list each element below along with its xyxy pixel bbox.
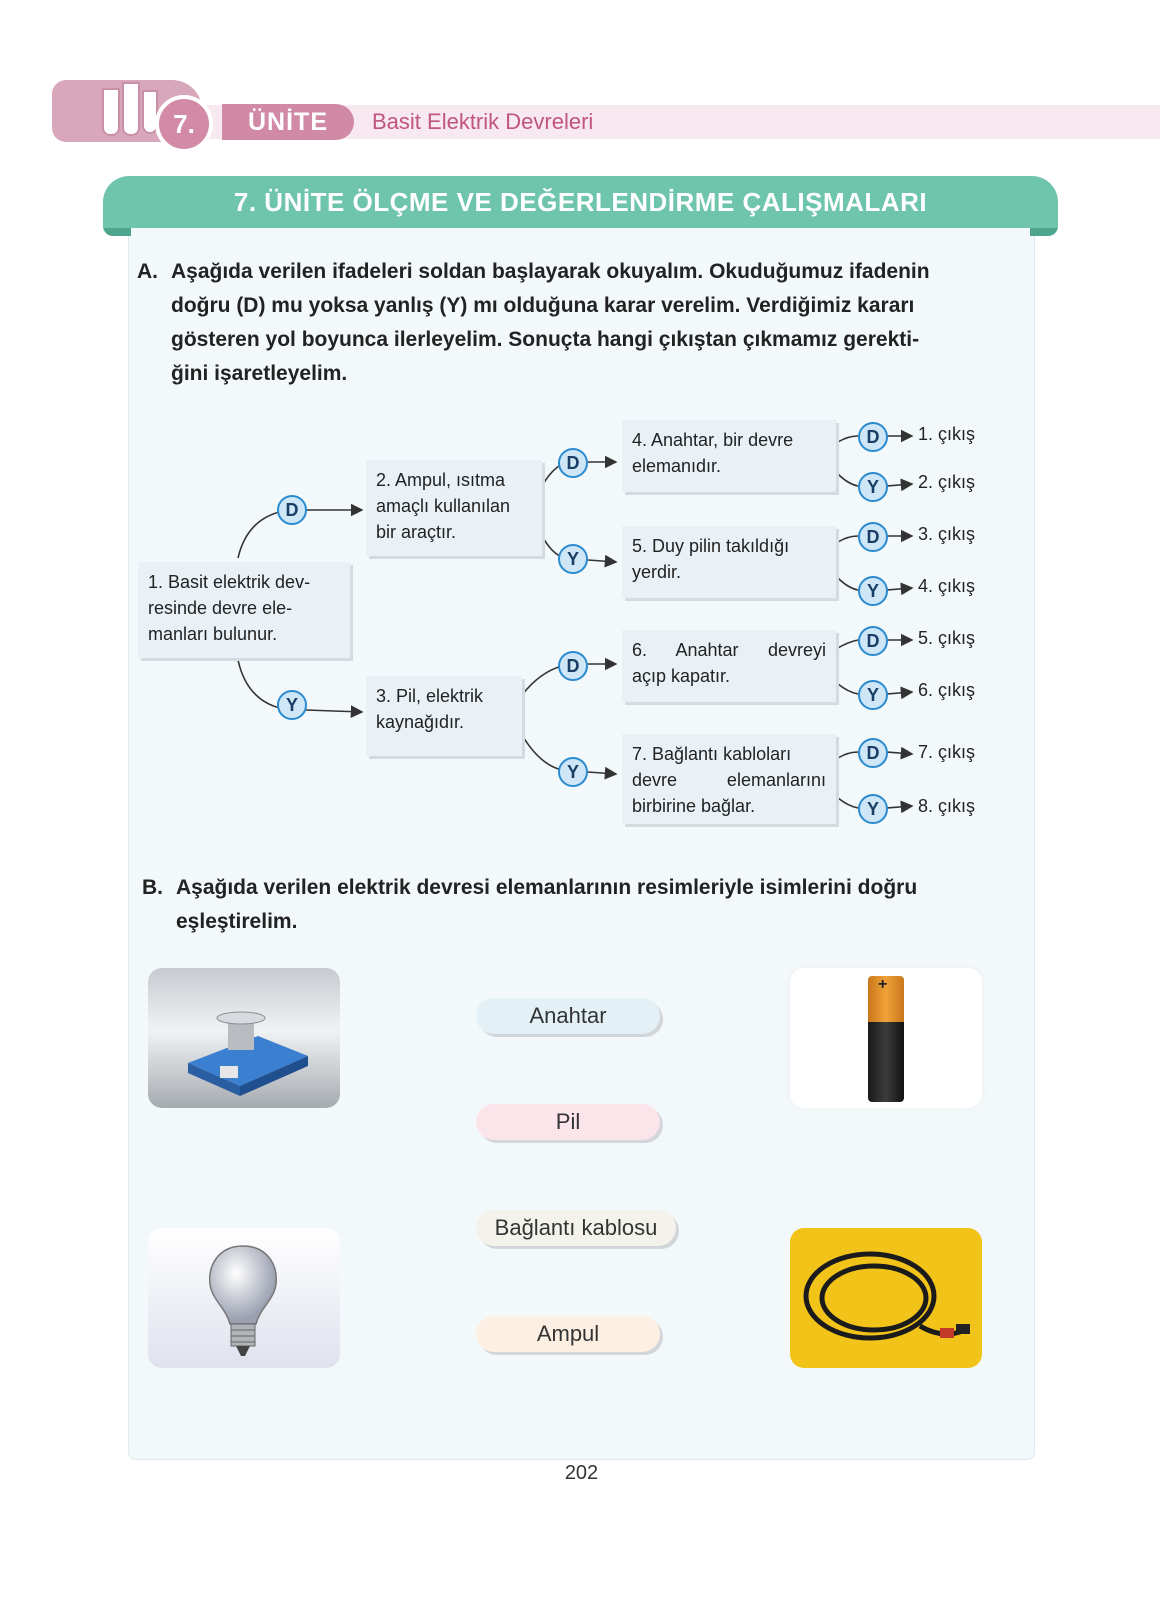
statement-6 (622, 630, 836, 702)
statement-7 (622, 734, 836, 824)
exit-6: 6. çıkış (918, 680, 976, 700)
question-a-line: ğini işaretleyelim. (171, 362, 348, 385)
statement-line: 6. Anahtar devreyi (632, 640, 826, 660)
connector-3-y-arrow (588, 772, 616, 774)
statement-line: resinde devre ele- (148, 598, 293, 618)
statement-line: 1. Basit elektrik dev- (148, 572, 311, 592)
label-bulb: Ampul (476, 1316, 660, 1352)
connector-3-y (522, 735, 562, 770)
d-circle: D (858, 626, 888, 656)
question-b-line: eşleştirelim. (176, 910, 298, 933)
switch-image (148, 968, 340, 1108)
d-circle: D (558, 651, 588, 681)
question-a-line: Aşağıda verilen ifadeleri soldan başlayarak okuyalım. Okuduğumuz ifadenin (171, 260, 930, 283)
statement-line: 5. Duy pilin takıldığı (632, 536, 790, 556)
statement-line: elemanıdır. (632, 456, 722, 476)
cable-image (790, 1228, 982, 1368)
battery-plus-sign: + (878, 976, 888, 993)
d-circle: D (858, 422, 888, 452)
exit-2: 2. çıkış (918, 472, 976, 492)
unit-number-badge: 7. (155, 95, 213, 153)
statement-line: amaçlı kullanılan (376, 496, 511, 516)
unit-title: Basit Elektrik Devreleri (372, 109, 594, 134)
connector-5-y-arrow (886, 588, 912, 590)
exit-4: 4. çıkış (918, 576, 976, 596)
d-circle: D (858, 522, 888, 552)
exit-5: 5. çıkış (918, 628, 976, 648)
statement-4 (622, 420, 836, 492)
exit-8: 8. çıkış (918, 796, 976, 816)
statement-2 (366, 460, 542, 556)
statement-line: devre elemanlarını (632, 770, 826, 790)
y-circle: Y (558, 544, 588, 574)
connector-7-y (838, 798, 858, 808)
connector-7-d (838, 752, 858, 758)
d-circle: D (558, 448, 588, 478)
connector-2-y-arrow (588, 560, 616, 562)
question-a-line: doğru (D) mu yoksa yanlış (Y) mı olduğuna karar verelim. Verdiğimiz kararı (171, 294, 915, 317)
connector-7-y-arrow (886, 806, 912, 808)
statement-line: 7. Bağlantı kabloları (632, 744, 792, 764)
statement-line: açıp kapatır. (632, 666, 731, 686)
connector-7-d-arrow (886, 752, 912, 754)
statement-1 (138, 562, 350, 658)
question-a-letter: A. (137, 260, 158, 283)
exit-3: 3. çıkış (918, 524, 976, 544)
connector-4-d (838, 436, 858, 442)
statement-line: kaynağıdır. (376, 712, 465, 732)
unit-label: ÜNİTE (222, 104, 354, 140)
label-cable: Bağlantı kablosu (476, 1210, 676, 1246)
statement-line: 4. Anahtar, bir devre (632, 430, 794, 450)
connector-3-d (522, 666, 562, 695)
statement-line: 3. Pil, elektrik (376, 686, 484, 706)
section-banner: 7. ÜNİTE ÖLÇME VE DEĞERLENDİRME ÇALIŞMALARI (103, 176, 1058, 228)
statement-line: yerdir. (632, 562, 682, 582)
statement-line: bir araçtır. (376, 522, 457, 542)
connector-6-d (838, 640, 858, 648)
d-circle: D (277, 495, 307, 525)
connector-4-y (838, 474, 858, 486)
y-circle: Y (858, 794, 888, 824)
connector-5-y (838, 578, 858, 590)
connector-6-y (838, 684, 858, 694)
y-circle: Y (858, 576, 888, 606)
y-circle: Y (858, 472, 888, 502)
statement-line: birbirine bağlar. (632, 796, 756, 816)
label-battery: Pil (476, 1104, 660, 1140)
switch-icon (148, 968, 340, 1108)
question-b-letter: B. (142, 876, 163, 899)
exit-7: 7. çıkış (918, 742, 976, 762)
label-switch: Anahtar (476, 998, 660, 1034)
d-circle: D (858, 738, 888, 768)
statement-line: manları bulunur. (148, 624, 278, 644)
connector-5-d (838, 536, 858, 542)
question-b-text (176, 871, 1006, 939)
question-b-line: Aşağıda verilen elektrik devresi elemanlarının resimleriyle isimlerini doğru (176, 876, 918, 899)
y-circle: Y (277, 690, 307, 720)
statement-5 (622, 526, 836, 598)
battery-body (868, 1022, 904, 1102)
statement-line: 2. Ampul, ısıtma (376, 470, 506, 490)
connector-4-y-arrow (886, 484, 912, 486)
bulb-icon (148, 1228, 340, 1368)
statement-3 (366, 676, 522, 756)
page-number: 202 (564, 1462, 599, 1484)
y-circle: Y (858, 680, 888, 710)
exit-1: 1. çıkış (918, 424, 976, 444)
bulb-image (148, 1228, 340, 1368)
y-circle: Y (558, 757, 588, 787)
connector-1-y-arrow (306, 710, 362, 712)
question-a-line: gösteren yol boyunca ilerleyelim. Sonuçta hangi çıkıştan çıkmamız gerekti- (171, 328, 920, 351)
battery-image (790, 968, 982, 1108)
cable-icon (790, 1228, 982, 1368)
connector-6-y-arrow (886, 692, 912, 694)
